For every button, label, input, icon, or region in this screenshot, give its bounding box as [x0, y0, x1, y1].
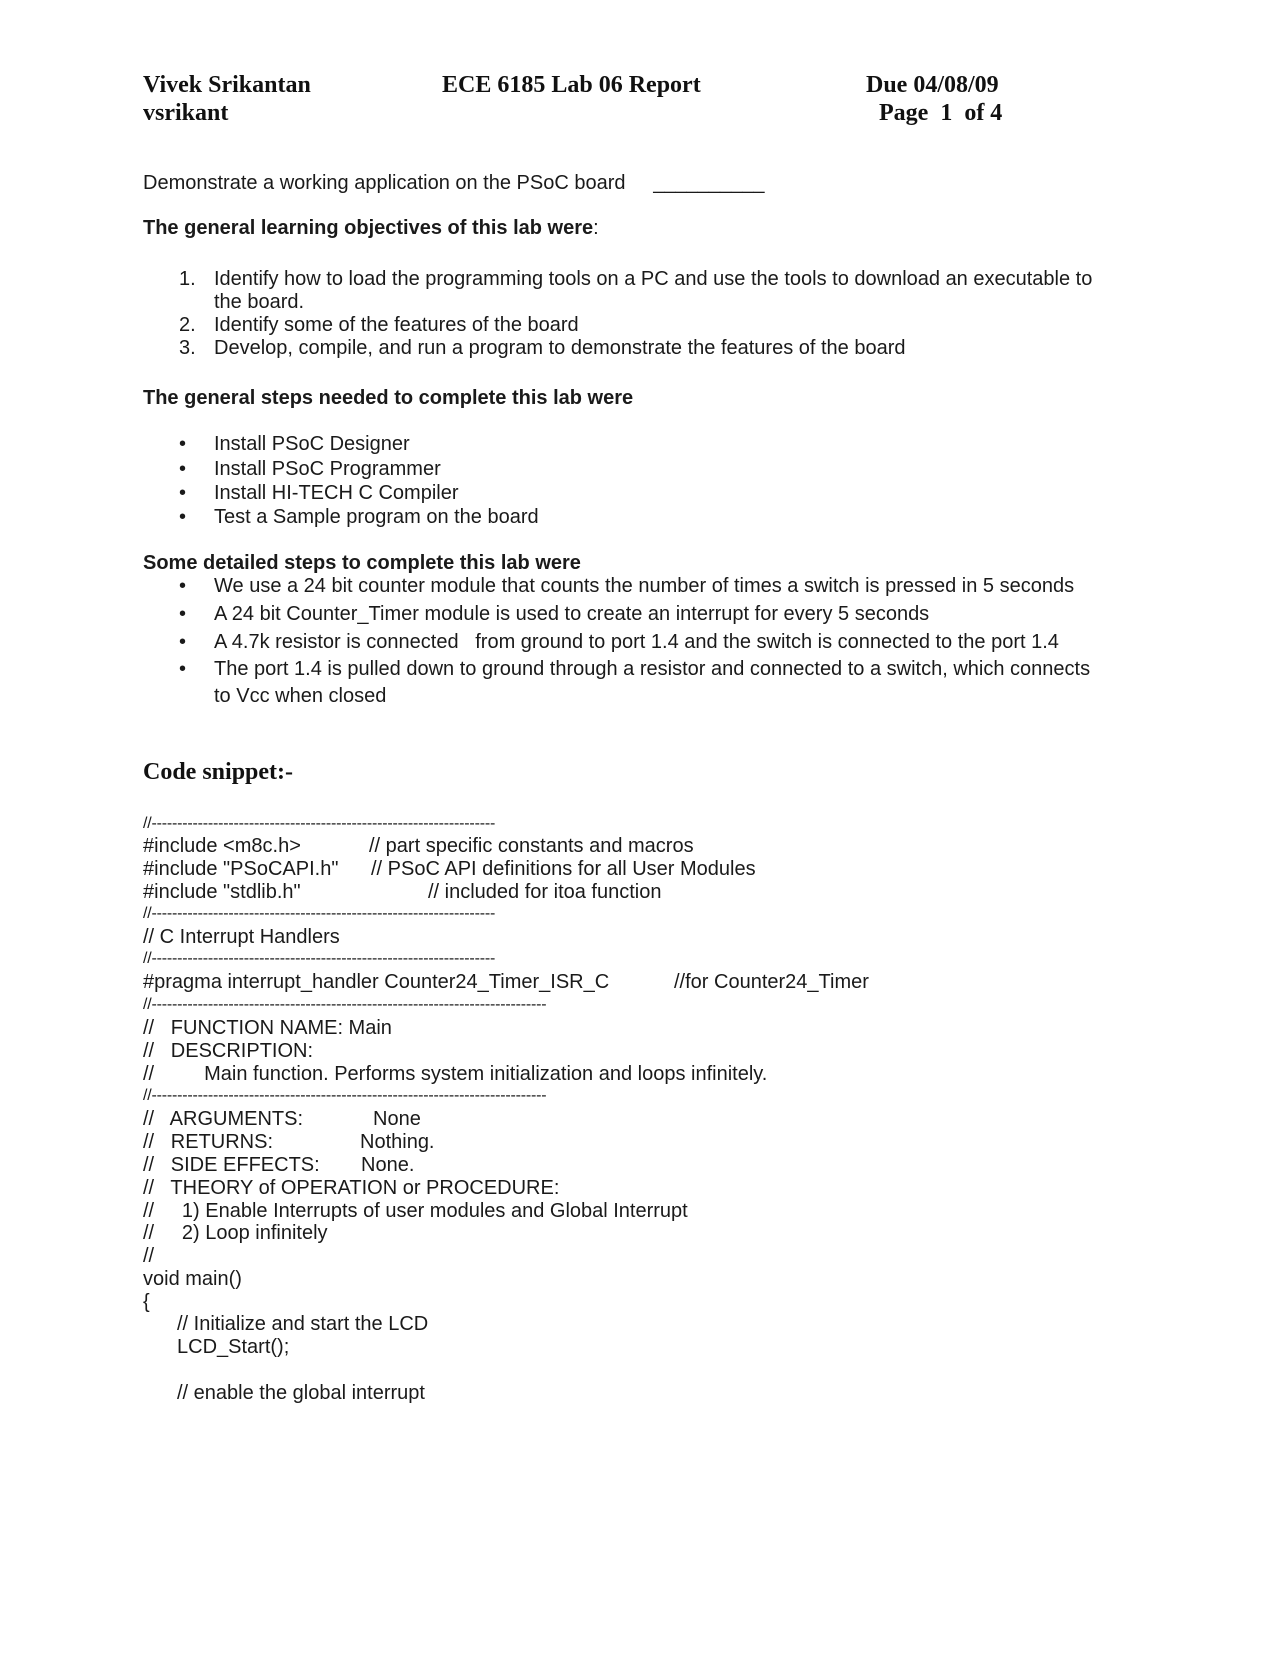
detailed-item: The port 1.4 is pulled down to ground through a resistor and connected to a switch, which connects: [214, 658, 1091, 680]
code-comment: Nothing.: [360, 1131, 435, 1153]
objective-text: Identify some of the features of the board: [214, 314, 579, 336]
bullet: •: [179, 482, 187, 504]
step-item: Test a Sample program on the board: [214, 506, 539, 528]
code-comment: None: [373, 1108, 421, 1130]
code-comment: // DESCRIPTION:: [143, 1040, 314, 1062]
code-comment: // Main function. Performs system initialization and loops infinitely.: [143, 1063, 768, 1085]
code-comment: None.: [361, 1154, 415, 1176]
code-line: LCD_Start();: [177, 1336, 290, 1358]
detailed-heading: Some detailed steps to complete this lab were: [143, 552, 581, 574]
code-comment: // ARGUMENTS:: [143, 1108, 304, 1130]
code-heading: Code snippet:-: [143, 759, 294, 785]
objective-text: Develop, compile, and run a program to demonstrate the features of the board: [214, 337, 906, 359]
bullet: •: [179, 575, 187, 597]
code-comment: // part specific constants and macros: [369, 835, 694, 857]
report-title: ECE 6185 Lab 06 Report: [442, 72, 701, 98]
demo-line: Demonstrate a working application on the PSoC board __________: [143, 172, 765, 194]
bullet: •: [179, 458, 187, 480]
code-rule: //-------------------------------------------------------------------: [143, 950, 496, 967]
code-comment: // included for itoa function: [428, 881, 662, 903]
page-number: Page 1 of 4: [879, 100, 1003, 126]
code-rule: //-------------------------------------------------------------------: [143, 905, 496, 922]
code-comment: // PSoC API definitions for all User Modules: [371, 858, 756, 880]
bullet: •: [179, 603, 187, 625]
code-comment: // 1) Enable Interrupts of user modules and Global Interrupt: [143, 1200, 688, 1222]
due-date: Due 04/08/09: [866, 72, 999, 98]
objective-number: 1.: [179, 268, 196, 290]
code-comment: // C Interrupt Handlers: [143, 926, 340, 948]
detailed-item: A 24 bit Counter_Timer module is used to create an interrupt for every 5 seconds: [214, 603, 930, 625]
detailed-item: to Vcc when closed: [214, 685, 387, 707]
step-item: Install PSoC Designer: [214, 433, 410, 455]
code-line: {: [143, 1291, 150, 1313]
code-line: #include <m8c.h>: [143, 835, 301, 857]
code-comment: // enable the global interrupt: [177, 1382, 425, 1404]
code-rule: //-----------------------------------------------------------------------------: [143, 1087, 547, 1104]
code-line: void main(): [143, 1268, 242, 1290]
code-line: #include "stdlib.h": [143, 881, 301, 903]
code-rule: //-----------------------------------------------------------------------------: [143, 996, 547, 1013]
objectives-heading: [143, 217, 599, 240]
author-name: Vivek Srikantan: [143, 72, 311, 98]
detailed-item: We use a 24 bit counter module that counts the number of times a switch is pressed in 5 seconds: [214, 575, 1075, 597]
author-username: vsrikant: [143, 100, 229, 126]
code-line: #include "PSoCAPI.h": [143, 858, 339, 880]
bullet: •: [179, 433, 187, 455]
code-line: #pragma interrupt_handler Counter24_Timer_ISR_C: [143, 971, 610, 993]
detailed-item: A 4.7k resistor is connected from ground to port 1.4 and the switch is connected to the port 1.4: [214, 631, 1059, 653]
objective-text: Identify how to load the programming tools on a PC and use the tools to download an executable to: [214, 268, 1093, 290]
objectives-heading-colon: :: [593, 217, 599, 239]
code-comment: // FUNCTION NAME: Main: [143, 1017, 392, 1039]
step-item: Install PSoC Programmer: [214, 458, 441, 480]
code-comment: //: [143, 1245, 155, 1267]
code-rule: //-------------------------------------------------------------------: [143, 815, 496, 832]
objectives-heading-text: The general learning objectives of this lab were: [143, 217, 594, 239]
code-comment: // RETURNS:: [143, 1131, 274, 1153]
bullet: •: [179, 506, 187, 528]
code-comment: //for Counter24_Timer: [674, 971, 869, 993]
objective-number: 3.: [179, 337, 196, 359]
bullet: •: [179, 658, 187, 680]
steps-heading: The general steps needed to complete this lab were: [143, 387, 634, 409]
code-comment: // Initialize and start the LCD: [177, 1313, 429, 1335]
bullet: •: [179, 631, 187, 653]
code-comment: // SIDE EFFECTS:: [143, 1154, 320, 1176]
code-comment: // THEORY of OPERATION or PROCEDURE:: [143, 1177, 560, 1199]
code-comment: // 2) Loop infinitely: [143, 1222, 328, 1244]
step-item: Install HI-TECH C Compiler: [214, 482, 459, 504]
objective-number: 2.: [179, 314, 196, 336]
objective-text: the board.: [214, 291, 305, 313]
